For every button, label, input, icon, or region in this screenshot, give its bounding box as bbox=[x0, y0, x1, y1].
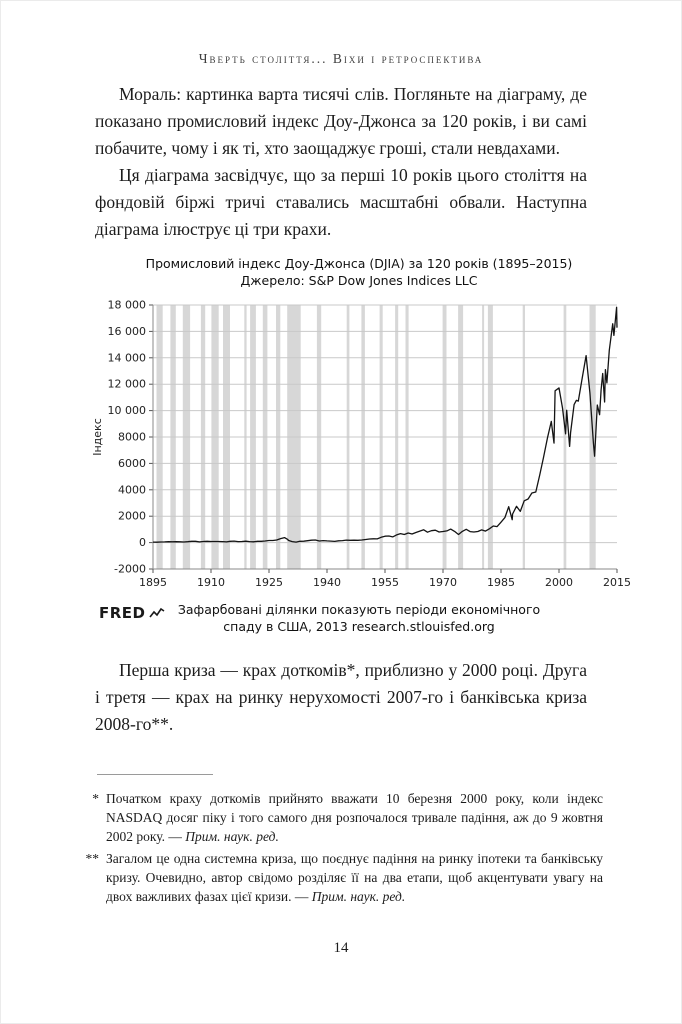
svg-text:1955: 1955 bbox=[371, 576, 399, 589]
svg-text:2000: 2000 bbox=[118, 509, 146, 523]
svg-text:2015: 2015 bbox=[603, 576, 631, 589]
page-number: 14 bbox=[333, 940, 349, 956]
svg-text:8000: 8000 bbox=[118, 430, 146, 444]
svg-text:2000: 2000 bbox=[545, 576, 573, 589]
svg-text:-2000: -2000 bbox=[114, 562, 146, 576]
svg-text:1910: 1910 bbox=[197, 576, 225, 589]
footnote-2-text bbox=[106, 849, 603, 906]
footnote-2-body: Загалом це одна системна криза, що поєднує падіння на ринку іпотеки та банківську кризу. Очевидно, автор свідомо розділяє її на два етапи, щоб акцентувати увагу на двох важливих фазах цієї кризи. — bbox=[106, 851, 603, 904]
svg-text:14 000: 14 000 bbox=[107, 351, 146, 365]
footnote-divider bbox=[97, 774, 213, 775]
djia-figure bbox=[1, 255, 681, 635]
chart-caption-line2: спаду в США, 2013 research.stlouisfed.org bbox=[223, 619, 495, 634]
svg-text:18 000: 18 000 bbox=[107, 298, 146, 312]
svg-text:1895: 1895 bbox=[139, 576, 167, 589]
svg-text:6000: 6000 bbox=[118, 456, 146, 470]
djia-line-chart bbox=[89, 297, 629, 589]
chart-caption bbox=[89, 601, 629, 635]
footnote-1 bbox=[79, 789, 603, 846]
running-header: Чверть століття... Віхи і ретроспектива bbox=[198, 51, 484, 66]
chart-footer bbox=[89, 601, 629, 635]
svg-text:16 000: 16 000 bbox=[107, 324, 146, 338]
svg-text:0: 0 bbox=[139, 536, 146, 550]
footnote-2 bbox=[79, 849, 603, 906]
paragraph-moral: Мораль: картинка варта тисячі слів. Погляньте на діаграму, де показано промисловий індекс Доу-Джонса за 120 років, і ви самі побачите, чому і як ті, хто заощаджує гроші, стали невдахами. bbox=[95, 84, 587, 158]
footnote-1-text bbox=[106, 789, 603, 846]
footnote-1-editor-note: Прим. наук. ред. bbox=[185, 829, 279, 844]
footnote-1-marker: * bbox=[92, 791, 99, 806]
footnote-2-marker: ** bbox=[85, 851, 99, 866]
chart-title: Промисловий індекс Доу-Джонса (DJIA) за 120 років (1895–2015) bbox=[145, 256, 573, 271]
svg-text:1985: 1985 bbox=[487, 576, 515, 589]
footnote-1-body: Початком краху доткомів прийнято вважати 10 березня 2000 року, коли індекс NASDAQ досяг піку і того самого дня розпочалося тривале падіння, аж до 9 жовтня 2002 року. — bbox=[106, 791, 603, 844]
paragraph-diagram: Ця діаграма засвідчує, що за перші 10 років цього століття на фондовій біржі тричі ставались масштабні обвали. Наступна діаграма ілюструє ці три крахи. bbox=[95, 165, 587, 239]
svg-text:10 000: 10 000 bbox=[107, 404, 146, 418]
svg-text:1940: 1940 bbox=[313, 576, 341, 589]
paragraph-crises: Перша криза — крах доткомів*, приблизно у 2000 році. Друга і третя — крах на ринку нерухомості 2007-го і банківська криза 2008-го**. bbox=[95, 660, 587, 734]
fred-logo-text: FRED bbox=[99, 604, 146, 622]
fred-logo bbox=[99, 604, 165, 622]
svg-text:Індекс: Індекс bbox=[91, 418, 104, 456]
chart-source: Джерело: S&P Dow Jones Indices LLC bbox=[240, 273, 478, 288]
svg-text:1970: 1970 bbox=[429, 576, 457, 589]
footnote-2-editor-note: Прим. наук. ред. bbox=[311, 889, 406, 904]
svg-text:4000: 4000 bbox=[118, 483, 146, 497]
fred-logo-chart-icon bbox=[149, 607, 165, 619]
svg-text:1925: 1925 bbox=[255, 576, 283, 589]
svg-text:12 000: 12 000 bbox=[107, 377, 146, 391]
chart-caption-line1: Зафарбовані ділянки показують періоди економічного bbox=[177, 602, 541, 617]
